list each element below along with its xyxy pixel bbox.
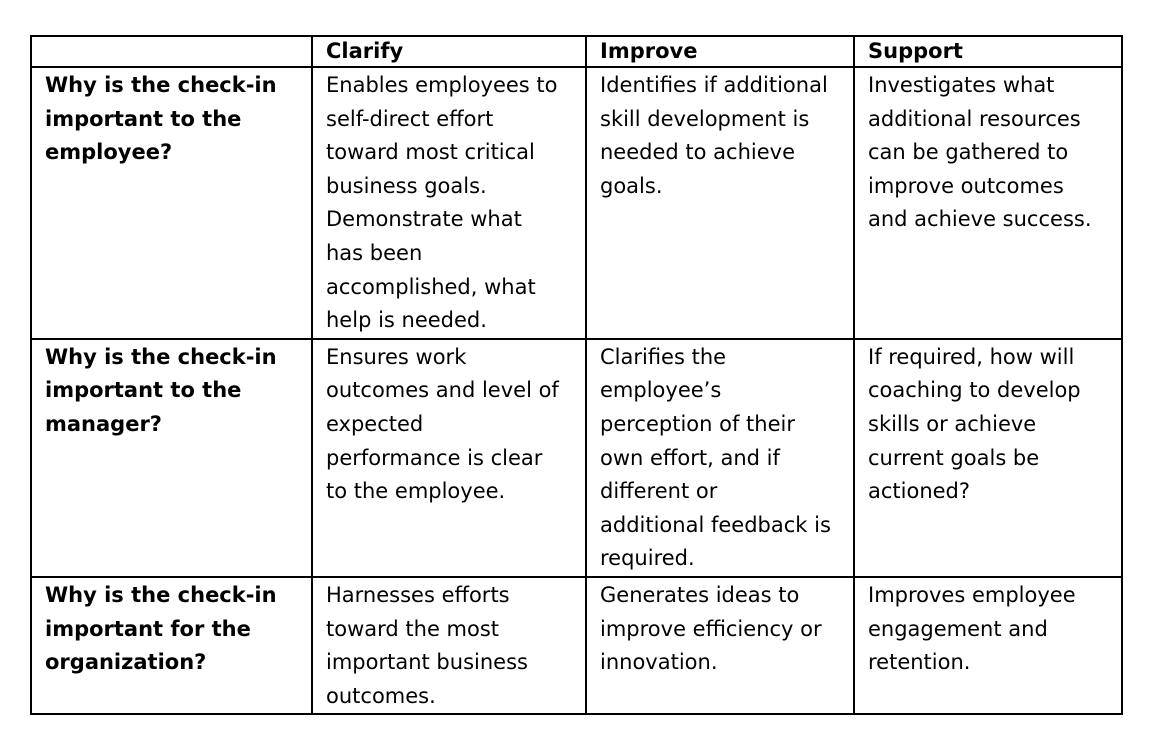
header-cell-empty [31, 36, 312, 67]
check-in-table [30, 35, 1123, 715]
text-line: Why is the check-in [45, 344, 277, 369]
text-line: Harnesses efforts [326, 582, 510, 607]
text-line: additional resources [868, 106, 1081, 131]
row-label-employee [31, 67, 312, 339]
text-line: important to the [45, 106, 242, 131]
row-label-text [45, 69, 311, 170]
cell-text [600, 69, 853, 203]
text-line: retention. [868, 650, 971, 675]
text-line: Why is the check-in [45, 73, 277, 97]
text-line: and achieve success. [868, 207, 1092, 232]
text-line: outcomes. [326, 683, 436, 708]
table-row-employee [31, 67, 1122, 339]
row-label-manager [31, 339, 312, 577]
header-cell-support: Support [854, 36, 1122, 67]
text-line: can be gathered to [868, 140, 1069, 165]
text-line: If required, how will [868, 344, 1075, 369]
text-line: current goals be [868, 445, 1040, 470]
text-line: Enables employees to [326, 73, 558, 97]
table-row-manager [31, 339, 1122, 577]
cell-text [326, 69, 585, 338]
row-label-organization [31, 577, 312, 714]
cell-manager-clarify [312, 339, 586, 577]
text-line: required. [600, 546, 695, 571]
text-line: Improves employee [868, 582, 1076, 607]
text-line: innovation. [600, 650, 718, 675]
text-line: employee? [45, 140, 173, 165]
cell-text [326, 579, 585, 713]
row-label-text [45, 341, 311, 442]
text-line: self-direct effort [326, 106, 494, 131]
cell-employee-clarify [312, 67, 586, 339]
cell-employee-support [854, 67, 1122, 339]
cell-organization-clarify [312, 577, 586, 714]
text-line: outcomes and level of [326, 378, 559, 403]
text-line: Demonstrate what [326, 207, 522, 232]
text-line: toward the most [326, 616, 500, 641]
cell-text [868, 341, 1121, 509]
text-line: important to the [45, 378, 242, 403]
text-line: important for the [45, 616, 251, 641]
text-line: coaching to develop [868, 378, 1081, 403]
text-line: toward most critical [326, 140, 535, 165]
text-line: Clarifies the [600, 344, 727, 369]
text-line: Ensures work [326, 344, 467, 369]
text-line: Identifies if additional [600, 73, 828, 97]
text-line: own effort, and if [600, 445, 780, 470]
cell-text [868, 579, 1121, 680]
text-line: needed to achieve [600, 140, 795, 165]
cell-text [600, 341, 853, 576]
cell-text [868, 69, 1121, 237]
text-line: skill development is [600, 106, 810, 131]
text-line: accomplished, what [326, 274, 536, 299]
text-line: perception of their [600, 411, 795, 436]
header-row [31, 36, 1122, 67]
cell-organization-support [854, 577, 1122, 714]
row-label-text [45, 579, 311, 680]
table-row-organization [31, 577, 1122, 714]
cell-text [326, 341, 585, 509]
cell-employee-improve [586, 67, 854, 339]
text-line: Investigates what [868, 73, 1055, 97]
text-line: skills or achieve [868, 411, 1037, 436]
text-line: Why is the check-in [45, 582, 277, 607]
cell-manager-improve [586, 339, 854, 577]
text-line: Generates ideas to [600, 582, 800, 607]
text-line: help is needed. [326, 308, 487, 333]
text-line: performance is clear [326, 445, 543, 470]
text-line: to the employee. [326, 479, 506, 504]
cell-manager-support [854, 339, 1122, 577]
text-line: different or [600, 479, 718, 504]
cell-organization-improve [586, 577, 854, 714]
text-line: improve outcomes [868, 173, 1064, 198]
text-line: important business [326, 650, 528, 675]
text-line: manager? [45, 411, 162, 436]
header-cell-improve: Improve [586, 36, 854, 67]
text-line: has been [326, 240, 423, 265]
text-line: engagement and [868, 616, 1048, 641]
text-line: expected [326, 411, 424, 436]
header-cell-clarify: Clarify [312, 36, 586, 67]
text-line: goals. [600, 173, 663, 198]
text-line: improve efficiency or [600, 616, 822, 641]
text-line: actioned? [868, 479, 971, 504]
cell-text [600, 579, 853, 680]
text-line: additional feedback is [600, 512, 831, 537]
text-line: business goals. [326, 173, 487, 198]
text-line: employee’s [600, 378, 722, 403]
text-line: organization? [45, 650, 207, 675]
